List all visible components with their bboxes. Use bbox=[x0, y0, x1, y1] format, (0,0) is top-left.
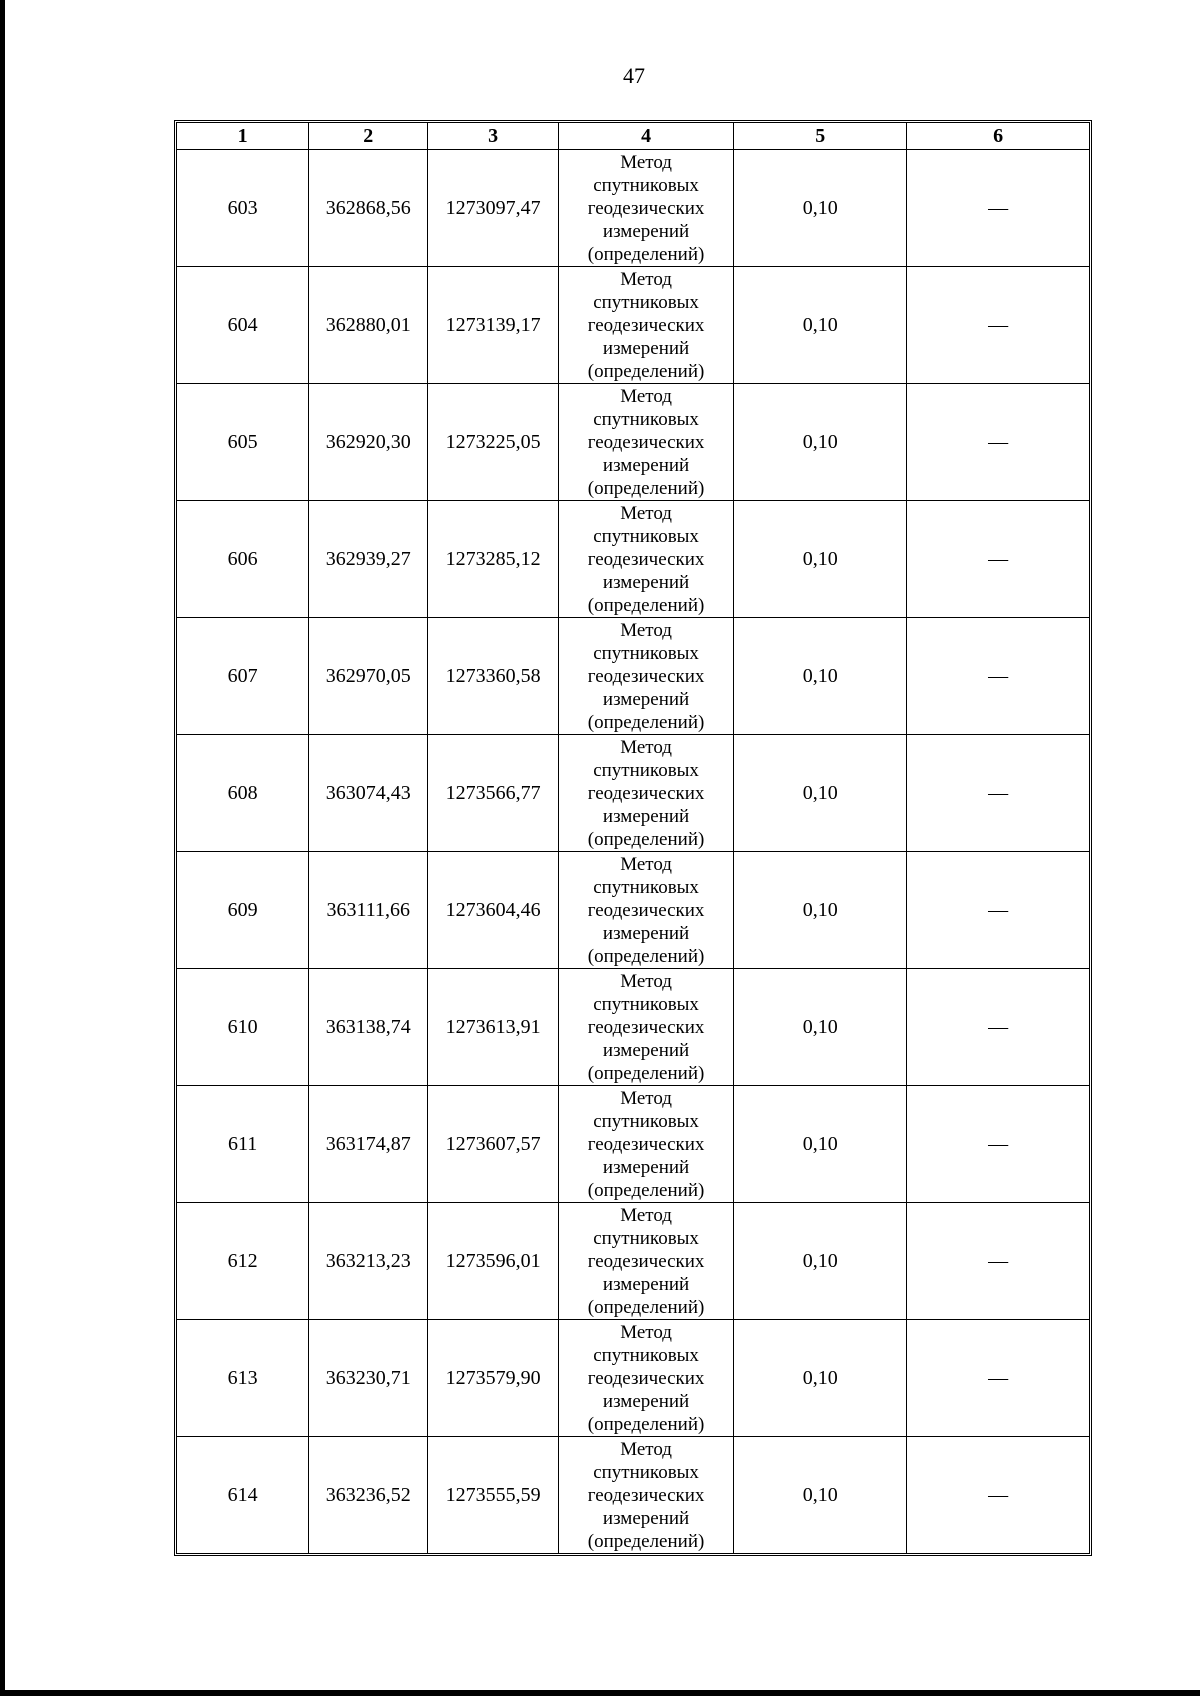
point-number-cell: 613 bbox=[177, 1320, 309, 1437]
point-number-cell: 605 bbox=[177, 384, 309, 501]
note-cell: — bbox=[907, 1437, 1089, 1554]
y-coordinate-cell: 1273555,59 bbox=[428, 1437, 559, 1554]
y-coordinate-cell: 1273607,57 bbox=[428, 1086, 559, 1203]
table-row bbox=[177, 1086, 1089, 1203]
accuracy-cell: 0,10 bbox=[734, 1203, 907, 1320]
coordinates-table bbox=[174, 120, 1092, 1556]
note-cell: — bbox=[907, 150, 1089, 267]
y-coordinate-cell: 1273604,46 bbox=[428, 852, 559, 969]
accuracy-cell: 0,10 bbox=[734, 1437, 907, 1554]
x-coordinate-cell: 363174,87 bbox=[309, 1086, 428, 1203]
table-row bbox=[177, 1320, 1089, 1437]
note-cell: — bbox=[907, 1203, 1089, 1320]
table-row bbox=[177, 384, 1089, 501]
y-coordinate-cell: 1273613,91 bbox=[428, 969, 559, 1086]
table-row bbox=[177, 969, 1089, 1086]
accuracy-cell: 0,10 bbox=[734, 384, 907, 501]
point-number-cell: 609 bbox=[177, 852, 309, 969]
table-row bbox=[177, 852, 1089, 969]
note-cell: — bbox=[907, 267, 1089, 384]
x-coordinate-cell: 362939,27 bbox=[309, 501, 428, 618]
point-number-cell: 607 bbox=[177, 618, 309, 735]
accuracy-cell: 0,10 bbox=[734, 1086, 907, 1203]
note-cell: — bbox=[907, 969, 1089, 1086]
note-cell: — bbox=[907, 1320, 1089, 1437]
note-cell: — bbox=[907, 735, 1089, 852]
note-cell: — bbox=[907, 384, 1089, 501]
table-row bbox=[177, 150, 1089, 267]
method-cell: Метод спутниковых геодезических измерений (определений) bbox=[559, 1086, 734, 1203]
x-coordinate-cell: 363074,43 bbox=[309, 735, 428, 852]
x-coordinate-cell: 363138,74 bbox=[309, 969, 428, 1086]
point-number-cell: 614 bbox=[177, 1437, 309, 1554]
x-coordinate-cell: 363111,66 bbox=[309, 852, 428, 969]
method-cell: Метод спутниковых геодезических измерений (определений) bbox=[559, 735, 734, 852]
table-row bbox=[177, 1203, 1089, 1320]
x-coordinate-cell: 362920,30 bbox=[309, 384, 428, 501]
y-coordinate-cell: 1273097,47 bbox=[428, 150, 559, 267]
method-cell: Метод спутниковых геодезических измерений (определений) bbox=[559, 852, 734, 969]
x-coordinate-cell: 362868,56 bbox=[309, 150, 428, 267]
method-cell: Метод спутниковых геодезических измерений (определений) bbox=[559, 1437, 734, 1554]
table-row bbox=[177, 267, 1089, 384]
column-header: 5 bbox=[734, 123, 907, 150]
x-coordinate-cell: 363236,52 bbox=[309, 1437, 428, 1554]
method-cell: Метод спутниковых геодезических измерений (определений) bbox=[559, 1203, 734, 1320]
note-cell: — bbox=[907, 852, 1089, 969]
x-coordinate-cell: 362970,05 bbox=[309, 618, 428, 735]
y-coordinate-cell: 1273579,90 bbox=[428, 1320, 559, 1437]
point-number-cell: 611 bbox=[177, 1086, 309, 1203]
scan-border-bottom bbox=[0, 1690, 1200, 1696]
point-number-cell: 608 bbox=[177, 735, 309, 852]
accuracy-cell: 0,10 bbox=[734, 267, 907, 384]
point-number-cell: 603 bbox=[177, 150, 309, 267]
point-number-cell: 606 bbox=[177, 501, 309, 618]
accuracy-cell: 0,10 bbox=[734, 1320, 907, 1437]
method-cell: Метод спутниковых геодезических измерений (определений) bbox=[559, 618, 734, 735]
column-header: 3 bbox=[428, 123, 559, 150]
x-coordinate-cell: 362880,01 bbox=[309, 267, 428, 384]
column-header: 1 bbox=[177, 123, 309, 150]
y-coordinate-cell: 1273285,12 bbox=[428, 501, 559, 618]
accuracy-cell: 0,10 bbox=[734, 150, 907, 267]
point-number-cell: 604 bbox=[177, 267, 309, 384]
accuracy-cell: 0,10 bbox=[734, 852, 907, 969]
table-row bbox=[177, 735, 1089, 852]
method-cell: Метод спутниковых геодезических измерений (определений) bbox=[559, 267, 734, 384]
table-row bbox=[177, 618, 1089, 735]
note-cell: — bbox=[907, 501, 1089, 618]
method-cell: Метод спутниковых геодезических измерений (определений) bbox=[559, 501, 734, 618]
y-coordinate-cell: 1273566,77 bbox=[428, 735, 559, 852]
point-number-cell: 610 bbox=[177, 969, 309, 1086]
table-row bbox=[177, 1437, 1089, 1554]
page-number: 47 bbox=[623, 63, 645, 88]
accuracy-cell: 0,10 bbox=[734, 501, 907, 618]
point-number-cell: 612 bbox=[177, 1203, 309, 1320]
scan-border-left bbox=[0, 0, 5, 1696]
x-coordinate-cell: 363230,71 bbox=[309, 1320, 428, 1437]
accuracy-cell: 0,10 bbox=[734, 618, 907, 735]
method-cell: Метод спутниковых геодезических измерений (определений) bbox=[559, 969, 734, 1086]
y-coordinate-cell: 1273139,17 bbox=[428, 267, 559, 384]
y-coordinate-cell: 1273596,01 bbox=[428, 1203, 559, 1320]
table-row bbox=[177, 501, 1089, 618]
table-header-row bbox=[177, 123, 1089, 150]
y-coordinate-cell: 1273360,58 bbox=[428, 618, 559, 735]
method-cell: Метод спутниковых геодезических измерений (определений) bbox=[559, 1320, 734, 1437]
column-header: 2 bbox=[309, 123, 428, 150]
method-cell: Метод спутниковых геодезических измерений (определений) bbox=[559, 150, 734, 267]
column-header: 4 bbox=[559, 123, 734, 150]
x-coordinate-cell: 363213,23 bbox=[309, 1203, 428, 1320]
y-coordinate-cell: 1273225,05 bbox=[428, 384, 559, 501]
accuracy-cell: 0,10 bbox=[734, 735, 907, 852]
note-cell: — bbox=[907, 618, 1089, 735]
accuracy-cell: 0,10 bbox=[734, 969, 907, 1086]
column-header: 6 bbox=[907, 123, 1089, 150]
method-cell: Метод спутниковых геодезических измерений (определений) bbox=[559, 384, 734, 501]
note-cell: — bbox=[907, 1086, 1089, 1203]
